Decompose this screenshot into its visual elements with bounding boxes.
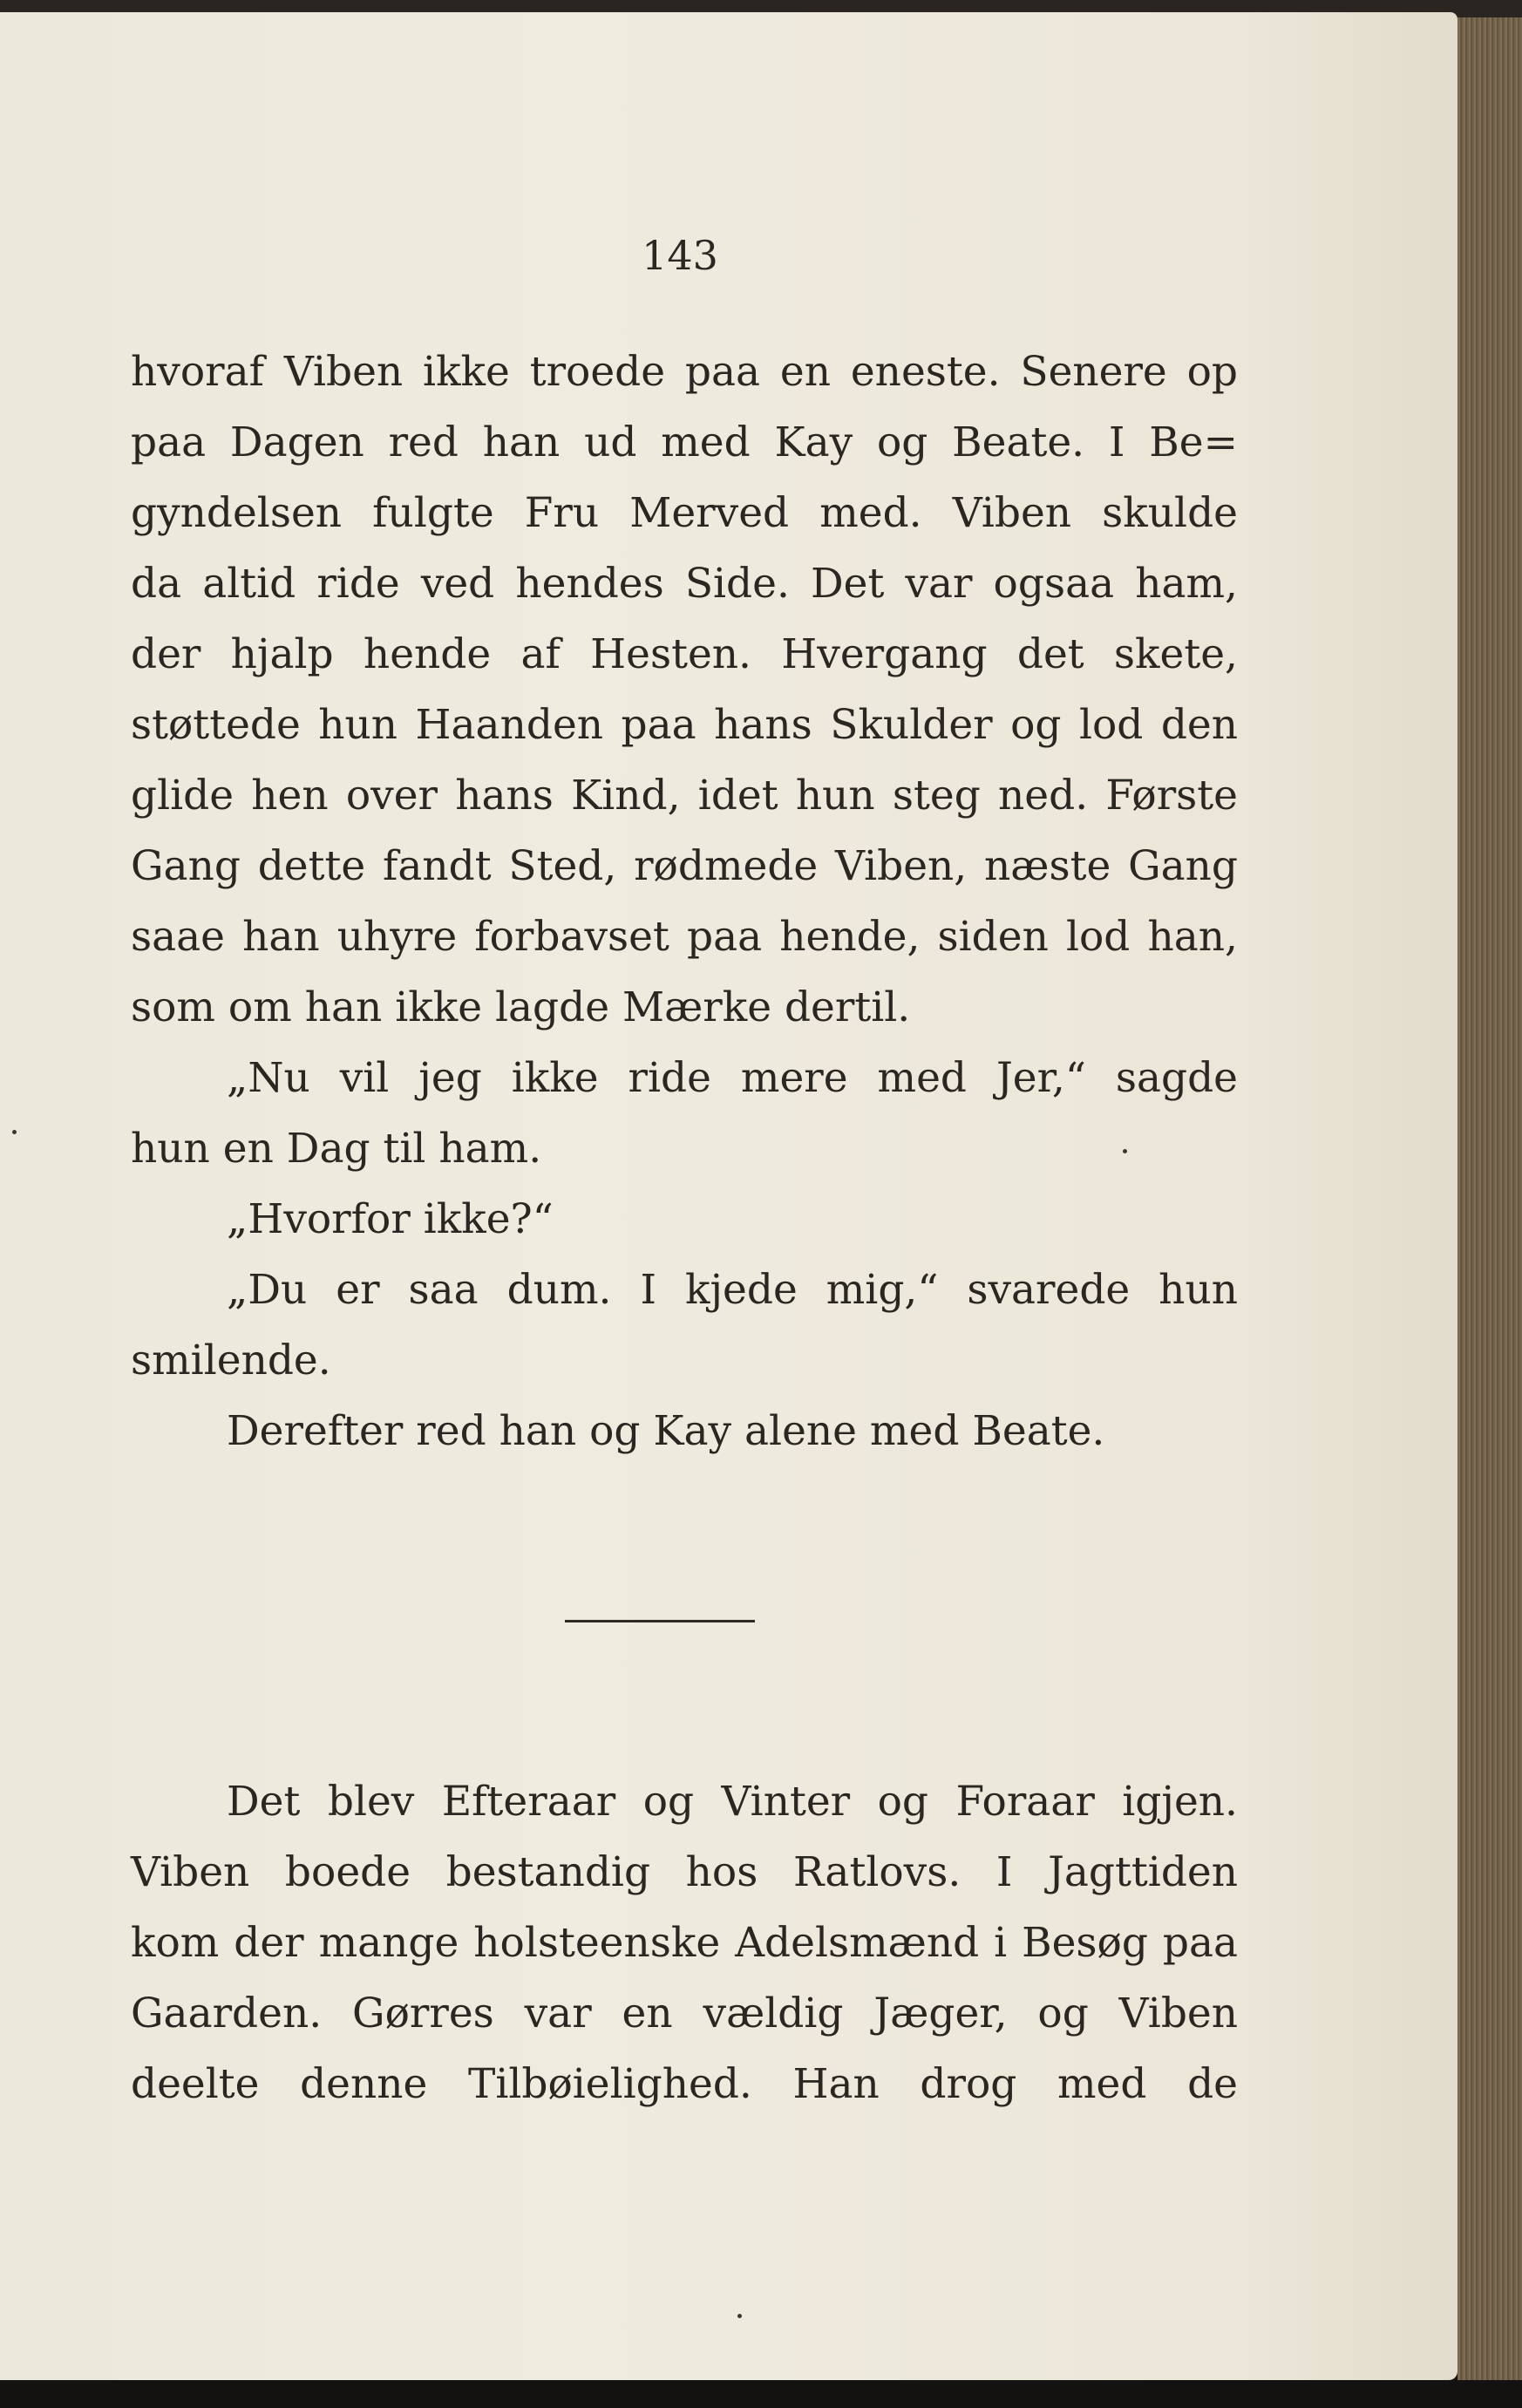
text-line: smilende. — [131, 1337, 331, 1384]
paper-speck — [1123, 1149, 1127, 1153]
text-line: saae han uhyre forbavset paa hende, siden lod han, — [131, 913, 1238, 961]
text-line: Derefter red han og Kay alene med Beate. — [227, 1407, 1105, 1455]
text-line: Viben boede bestandig hos Ratlovs. I Jagttiden — [131, 1848, 1238, 1896]
page-stack-edge — [1457, 17, 1522, 2380]
text-line: „Nu vil jeg ikke ride mere med Jer,“ sagde — [227, 1054, 1238, 1102]
text-line: som om han ikke lagde Mærke dertil. — [131, 983, 911, 1031]
text-line: Det blev Efteraar og Vinter og Foraar igjen. — [227, 1778, 1238, 1826]
text-block-lower — [131, 1766, 1238, 2119]
text-line: der hjalp hende af Hesten. Hvergang det skete, — [131, 630, 1238, 678]
text-line: glide hen over hans Kind, idet hun steg ned. Første — [131, 772, 1238, 820]
text-line: hun en Dag til ham. — [131, 1125, 542, 1173]
paper-speck — [12, 1130, 17, 1134]
text-line: kom der mange holsteenske Adelsmænd i Besøg paa — [131, 1919, 1238, 1967]
text-line: Gaarden. Gørres var en vældig Jæger, og Viben — [131, 1990, 1238, 2037]
section-divider — [565, 1620, 755, 1622]
text-block-upper — [131, 337, 1238, 1466]
text-line: paa Dagen red han ud med Kay og Beate. I Be= — [131, 418, 1238, 466]
text-line: da altid ride ved hendes Side. Det var ogsaa ham, — [131, 560, 1238, 608]
text-line: „Du er saa dum. I kjede mig,“ svarede hun — [227, 1266, 1238, 1314]
paper-speck — [737, 2314, 742, 2318]
text-line: gyndelsen fulgte Fru Merved med. Viben skulde — [131, 489, 1238, 537]
text-line: deelte denne Tilbøielighed. Han drog med de — [131, 2060, 1238, 2108]
text-line: støttede hun Haanden paa hans Skulder og lod den — [131, 701, 1238, 749]
text-line: hvoraf Viben ikke troede paa en eneste. Senere op — [131, 348, 1238, 396]
text-line: Gang dette fandt Sted, rødmede Viben, næste Gang — [131, 842, 1238, 890]
text-line: „Hvorfor ikke?“ — [227, 1195, 554, 1243]
page-number: 143 — [642, 232, 718, 279]
page-paper — [0, 12, 1457, 2380]
